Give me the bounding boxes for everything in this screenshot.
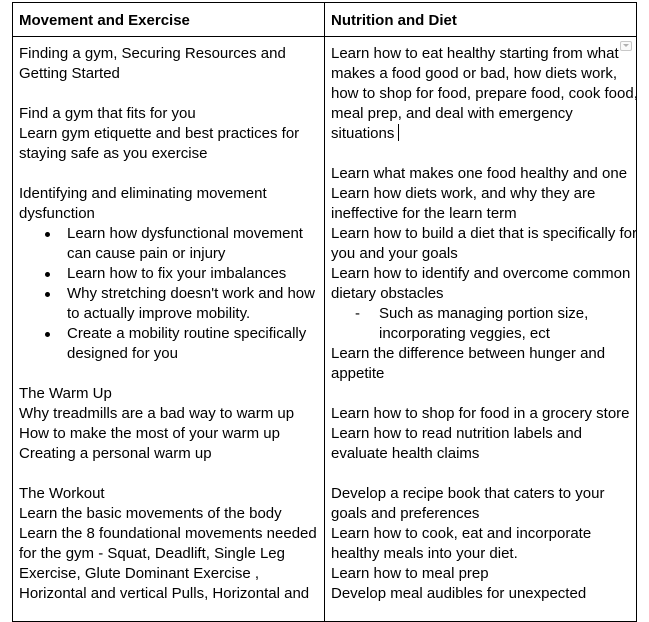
text-line: Horizontal and vertical Pulls, Horizontal and [19,585,310,602]
text-line: Why treadmills are a bad way to warm up [19,405,295,422]
text-line: Learn how to eat healthy starting from what [331,45,619,62]
text-line: Learn how diets work, and why they are [331,185,596,202]
text-line: Learn how to meal prep [331,565,489,582]
text-line: for the gym - Squat, Deadlift, Single Leg [19,545,285,562]
movement-exercise-cell[interactable] [13,37,325,622]
text-line: appetite [331,365,385,382]
section-title: Identifying and eliminating movement [19,185,267,202]
header-label: Movement and Exercise [19,12,190,29]
text-line: Learn how to read nutrition labels and [331,425,583,442]
text-line-with-cursor[interactable]: situations [331,124,630,144]
bullet-item: Learn how to fix your imbalances [19,264,318,284]
header-nutrition-diet[interactable] [325,3,637,37]
content-table [12,2,637,622]
bullet-item: Why stretching doesn't work and how to actually improve mobility. [19,284,318,324]
dash-item: - Such as managing portion size, incorporating veggies, ect [355,305,589,342]
text-line: you and your goals [331,245,458,262]
text-line: Exercise, Glute Dominant Exercise , [19,565,260,582]
section-title: The Warm Up [19,385,112,402]
text-line: staying safe as you exercise [19,145,208,162]
text-line: ineffective for the learn term [331,205,517,222]
bullet-item: Learn how dysfunctional movement can cause pain or injury [19,224,318,264]
text-line: Learn how to build a diet that is specifically for [331,225,637,242]
nutrition-diet-cell[interactable] [325,37,637,622]
text-line: Find a gym that fits for you [19,105,196,122]
text-line: healthy meals into your diet. [331,545,518,562]
text-line: Learn the 8 foundational movements needed [19,525,317,542]
text-line: Learn the difference between hunger and [331,345,606,362]
text-line: meal prep, and deal with emergency [331,105,573,122]
section-title: Getting Started [19,65,120,82]
text-line: Learn how to shop for food in a grocery store [331,405,630,422]
bullet-item: Create a mobility routine specifically designed for you [19,324,318,364]
header-movement-exercise[interactable] [13,3,325,37]
text-line: Learn the basic movements of the body [19,505,282,522]
section-title: dysfunction [19,205,95,222]
text-line: how to shop for food, prepare food, cook food, [331,85,638,102]
text-line: Creating a personal warm up [19,445,212,462]
bullet-list [19,224,318,364]
section-title: Finding a gym, Securing Resources and [19,45,286,62]
text-line: Learn how to identify and overcome common [331,265,631,282]
text-line: Learn gym etiquette and best practices for [19,125,300,142]
text-line: makes a food good or bad, how diets work, [331,65,617,82]
text-cursor [398,124,399,141]
text-line: goals and preferences [331,505,480,522]
section-title: The Workout [19,485,105,502]
text-line: How to make the most of your warm up [19,425,280,442]
text-line: Develop meal audibles for unexpected [331,585,587,602]
text-line: evaluate health claims [331,445,480,462]
header-label: Nutrition and Diet [331,12,457,29]
text-line: Learn how to cook, eat and incorporate [331,525,592,542]
text-line: Learn what makes one food healthy and one [331,165,628,182]
comment-dropdown-icon[interactable] [620,41,632,51]
text-line: Develop a recipe book that caters to your [331,485,605,502]
dash-list [331,304,630,344]
text-line: dietary obstacles [331,285,444,302]
